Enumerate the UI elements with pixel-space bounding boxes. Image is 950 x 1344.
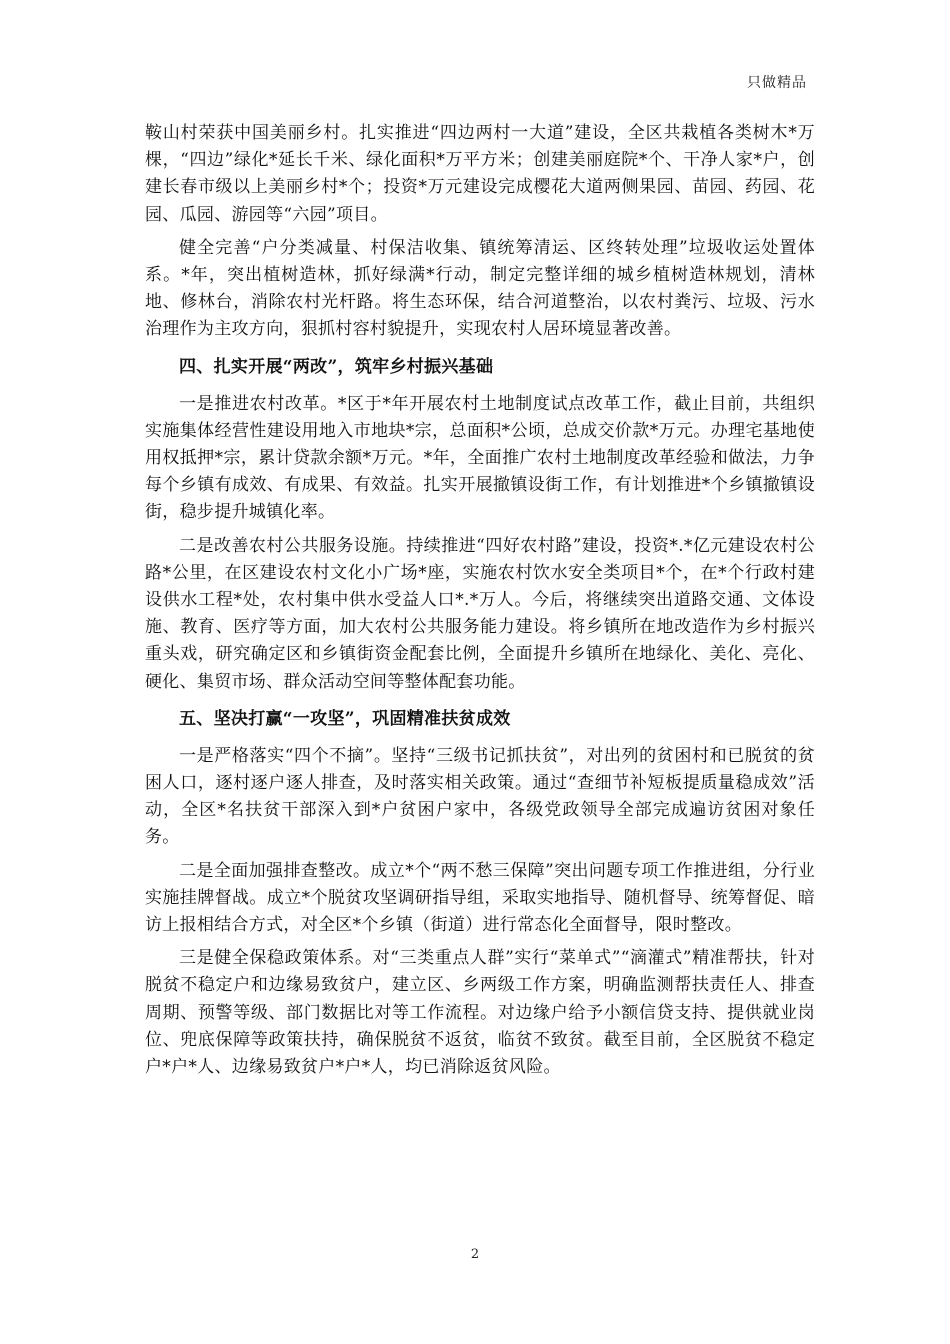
page-header: 只做精品: [747, 75, 807, 91]
document-body: [145, 120, 815, 1087]
page-number: 2: [470, 1247, 480, 1262]
section-heading: 五、坚决打赢“一攻坚”，巩固精准扶贫成效: [179, 708, 511, 729]
body-paragraph: 三是健全保稳政策体系。对“三类重点人群”实行“菜单式”“滴灌式”精准帮扶，针对脱贫不稳定户和边缘易致贫户，建立区、乡两级工作方案，明确监测帮扶责任人、排查周期、预警等级、部门数据比对等工作流程。对边缘户给予小额信贷支持、提供就业岗位、兜底保障等政策扶持，确保脱贫不返贫，临贫不致贫。截至目前，全区脱贫不稳定户*户*人、边缘易致贫户*户*人，均已消除返贫风险。: [145, 948, 815, 1078]
body-paragraph: 一是推进农村改革。*区于*年开展农村土地制度试点改革工作，截止目前，共组织实施集体经营性建设用地入市地块*宗，总面积*公顷，总成交价款*万元。办理宅基地使用权抵押*宗，累计贷款余额*万元。*年，全面推广农村土地制度改革经验和做法，力争每个乡镇有成效、有成果、有效益。扎实开展撤镇设街工作，有计划推进*个乡镇撤镇设街，稳步提升城镇化率。: [145, 393, 815, 523]
section-heading: 四、扎实开展“两改”，筑牢乡村振兴基础: [179, 356, 494, 377]
body-paragraph: 二是全面加强排查整改。成立*个“两不愁三保障”突出问题专项工作推进组，分行业实施挂牌督战。成立*个脱贫攻坚调研指导组，采取实地指导、随机督导、统筹督促、暗访上报相结合方式，对全区*个乡镇（街道）进行常态化全面督导，限时整改。: [145, 860, 815, 936]
body-paragraph: 一是严格落实“四个不摘”。坚持“三级书记抓扶贫”，对出列的贫困村和已脱贫的贫困人口，逐村逐户逐人排查，及时落实相关政策。通过“查细节补短板提质量稳成效”活动，全区*名扶贫干部深入到*户贫困户家中，各级党政领导全部完成遍访贫困对象任务。: [145, 745, 815, 848]
body-paragraph: 鞍山村荣获中国美丽乡村。扎实推进“四边两村一大道”建设，全区共栽植各类树木*万棵，“四边”绿化*延长千米、绿化面积*万平方米；创建美丽庭院*个、干净人家*户，创建长春市级以上美丽乡村*个；投资*万元建设完成樱花大道两侧果园、苗园、药园、花园、瓜园、游园等“六园”项目。: [145, 123, 815, 225]
body-paragraph: 健全完善“户分类减量、村保洁收集、镇统筹清运、区终转处理”垃圾收运处置体系。*年，突出植树造林，抓好绿满*行动，制定完整详细的城乡植树造林规划，清林地、修林台，消除农村光杆路。将生态环保，结合河道整治，以农村粪污、垃圾、污水治理作为主攻方向，狠抓村容村貌提升，实现农村人居环境显著改善。: [145, 237, 815, 340]
body-paragraph: 二是改善农村公共服务设施。持续推进“四好农村路”建设，投资*.*亿元建设农村公路*公里，在区建设农村文化小广场*座，实施农村饮水安全类项目*个，在*个行政村建设供水工程*处，农村集中供水受益人口*.*万人。今后，将继续突出道路交通、文体设施、教育、医疗等方面，加大农村公共服务能力建设。将乡镇所在地改造作为乡村振兴重头戏，研究确定区和乡镇街资金配套比例，全面提升乡镇所在地绿化、美化、亮化、硬化、集贸市场、群众活动空间等整体配套功能。: [145, 535, 815, 692]
